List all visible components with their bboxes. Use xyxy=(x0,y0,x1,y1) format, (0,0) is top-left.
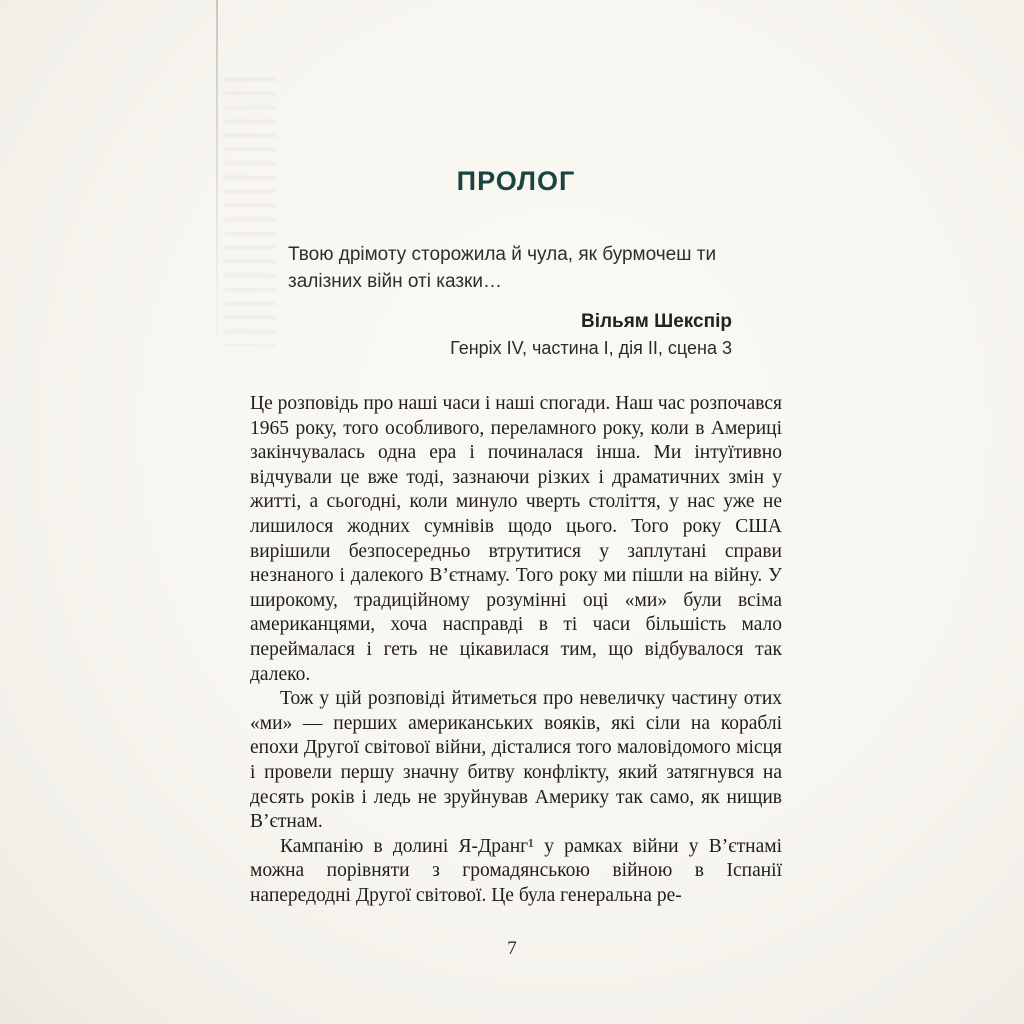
binding-crease xyxy=(216,0,218,360)
page-content xyxy=(250,166,782,908)
epigraph-source: Генріх IV, частина I, дія II, сцена 3 xyxy=(450,338,732,358)
epigraph-quote-line: залізних війн оті казки… xyxy=(288,271,502,292)
paragraph: Це розповідь про наші часи і наші спогади. Наш час розпочався 1965 року, того особливого, переламного року, коли в Америці закінчувалась одна ера і починалася інша. Ми інтуїтивно відчували це вже тоді, зазнаючи різких і драматичних змін у житті, а сьогодні, коли минуло чверть століття, у нас уже не лишилося жодних сумнівів щодо цього. Того року США вирішили безпосередньо втрутитися у заплутані справи незнаного і далекого В’єтнаму. Того року ми пішли на війну. У широкому, традиційному розумінні оці «ми» були всіма американцями, хоча насправді в ті часи більшість мало переймалася і геть не цікавилася тим, що відбувалося так далеко. xyxy=(250,393,782,685)
paragraph: Кампанію в долині Я-Дранг¹ у рамках війни у В’єтнамі можна порівняти з громадянською війною в Іспанії напередодні Другої світової. Це була генеральна ре- xyxy=(250,835,782,906)
page-number: 7 xyxy=(507,938,517,959)
epigraph xyxy=(288,241,782,359)
paragraph: Тож у цій розповіді йтиметься про невеличку частину отих «ми» — перших американських вояків, які сіли на кораблі епохи Другої світової війни, дісталися того маловідомого місця і провели першу значну битву конфлікту, який затягнувся на десять років і ледь не зруйнував Америку так само, як нищив В’єтнам. xyxy=(250,688,782,833)
chapter-title: ПРОЛОГ xyxy=(456,166,576,196)
epigraph-quote-line: Твою дрімоту сторожила й чула, як бурмочеш ти xyxy=(288,244,717,265)
body-text xyxy=(250,392,782,908)
epigraph-author: Вільям Шекспір xyxy=(580,311,732,332)
